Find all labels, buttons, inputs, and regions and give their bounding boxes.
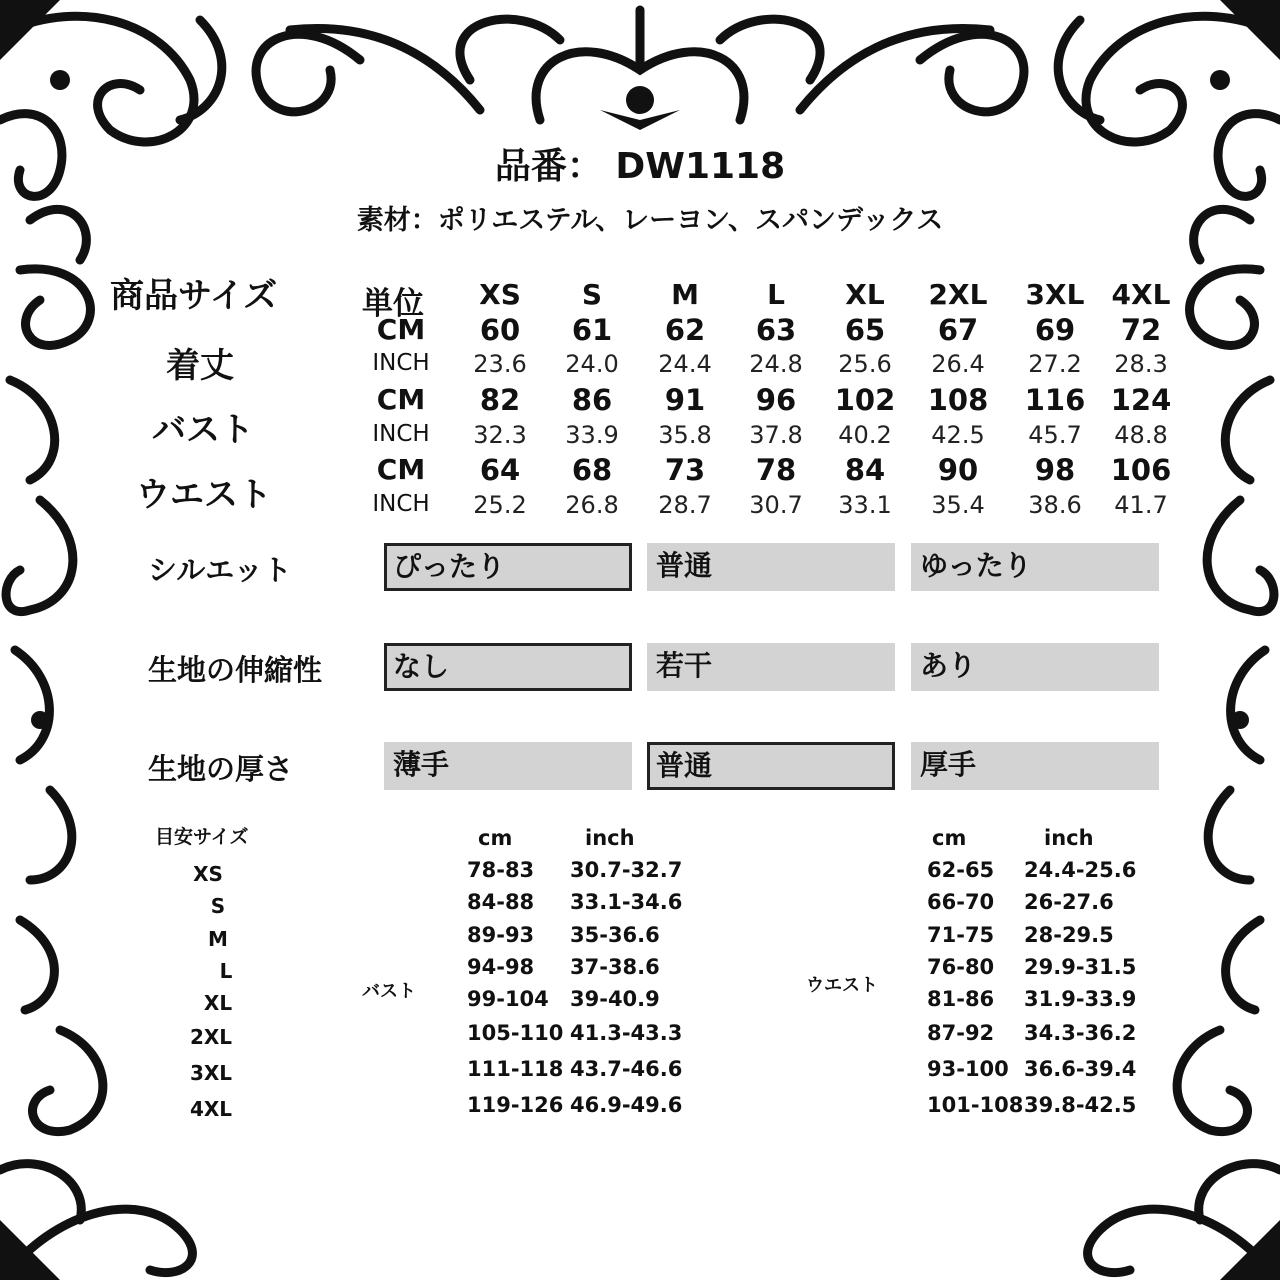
unit-inch: INCH xyxy=(372,421,430,447)
inch-value: 24.8 xyxy=(749,350,803,378)
guide-size: L xyxy=(219,959,233,983)
inch-value: 45.7 xyxy=(1028,421,1082,449)
inch-value: 35.4 xyxy=(931,491,985,519)
inch-value: 37.8 xyxy=(749,421,803,449)
guide-size: XS xyxy=(193,862,223,886)
inch-value: 24.0 xyxy=(565,350,619,378)
cm-value: 67 xyxy=(937,313,979,347)
inch-value: 32.3 xyxy=(473,421,527,449)
cm-value: 82 xyxy=(479,383,521,417)
unit-cm: CM xyxy=(376,383,426,416)
guide-waist-inch: 36.6-39.4 xyxy=(1024,1057,1137,1081)
size-header-4xl: 4XL xyxy=(1111,278,1171,311)
size-header-m: M xyxy=(671,278,699,311)
guide-waist-cm: 66-70 xyxy=(927,890,995,914)
guide-bust-cm-header: cm xyxy=(478,826,513,850)
guide-waist-cm: 76-80 xyxy=(927,955,995,979)
cm-value: 98 xyxy=(1034,453,1076,487)
cm-value: 78 xyxy=(755,453,797,487)
size-section-label: 商品サイズ xyxy=(110,276,278,316)
guide-bust-cm: 94-98 xyxy=(467,955,535,979)
inch-value: 48.8 xyxy=(1114,421,1168,449)
guide-bust-inch: 46.9-49.6 xyxy=(570,1093,683,1117)
guide-bust-cm: 119-126 xyxy=(467,1093,564,1117)
cm-value: 73 xyxy=(664,453,706,487)
cm-value: 124 xyxy=(1110,383,1172,417)
guide-bust-inch: 43.7-46.6 xyxy=(570,1057,683,1081)
cm-value: 72 xyxy=(1120,313,1162,347)
guide-waist-inch: 29.9-31.5 xyxy=(1024,955,1137,979)
guide-waist-inch: 24.4-25.6 xyxy=(1024,858,1137,882)
guide-waist-inch: 26-27.6 xyxy=(1024,890,1114,914)
cm-value: 102 xyxy=(834,383,896,417)
inch-value: 41.7 xyxy=(1114,491,1168,519)
guide-bust-label: バスト xyxy=(362,981,416,1002)
cm-value: 90 xyxy=(937,453,979,487)
cm-value: 68 xyxy=(571,453,613,487)
unit-inch: INCH xyxy=(372,350,430,376)
attribute-option: ゆったり xyxy=(911,543,1159,591)
guide-bust-inch: 33.1-34.6 xyxy=(570,890,683,914)
row-label: ウエスト xyxy=(136,475,272,515)
guide-size: 3XL xyxy=(189,1061,233,1085)
cm-value: 106 xyxy=(1110,453,1172,487)
guide-size: XL xyxy=(203,991,233,1015)
inch-value: 24.4 xyxy=(658,350,712,378)
guide-bust-inch: 39-40.9 xyxy=(570,987,660,1011)
product-number: 品番： DW1118 xyxy=(494,146,786,187)
unit-inch: INCH xyxy=(372,491,430,517)
guide-waist-cm: 62-65 xyxy=(927,858,995,882)
inch-value: 33.9 xyxy=(565,421,619,449)
guide-size: 2XL xyxy=(189,1025,233,1049)
cm-value: 63 xyxy=(755,313,797,347)
size-header-s: S xyxy=(581,278,603,311)
cm-value: 60 xyxy=(479,313,521,347)
guide-waist-cm: 87-92 xyxy=(927,1021,995,1045)
guide-size: M xyxy=(208,927,228,951)
inch-value: 28.3 xyxy=(1114,350,1168,378)
inch-value: 28.7 xyxy=(658,491,712,519)
cm-value: 91 xyxy=(664,383,706,417)
cm-value: 62 xyxy=(664,313,706,347)
size-header-2xl: 2XL xyxy=(928,278,988,311)
attribute-option: 普通 xyxy=(647,742,895,790)
unit-cm: CM xyxy=(376,313,426,346)
guide-waist-inch: 34.3-36.2 xyxy=(1024,1021,1137,1045)
guide-bust-cm: 99-104 xyxy=(467,987,549,1011)
guide-waist-cm: 81-86 xyxy=(927,987,995,1011)
unit-cm: CM xyxy=(376,453,426,486)
attribute-option: なし xyxy=(384,643,632,691)
size-header-xs: XS xyxy=(479,278,521,311)
guide-waist-cm-header: cm xyxy=(932,826,967,850)
inch-value: 42.5 xyxy=(931,421,985,449)
guide-bust-inch-header: inch xyxy=(585,826,635,850)
unit-header: 単位 xyxy=(362,286,424,322)
guide-size: 4XL xyxy=(189,1097,233,1121)
guide-bust-inch: 37-38.6 xyxy=(570,955,660,979)
size-header-l: L xyxy=(767,278,785,311)
cm-value: 65 xyxy=(844,313,886,347)
inch-value: 35.8 xyxy=(658,421,712,449)
inch-value: 26.4 xyxy=(931,350,985,378)
size-header-xl: XL xyxy=(845,278,885,311)
attribute-option: あり xyxy=(911,643,1159,691)
row-label: バスト xyxy=(152,410,254,450)
attribute-option: 厚手 xyxy=(911,742,1159,790)
guide-bust-cm: 105-110 xyxy=(467,1021,564,1045)
cm-value: 69 xyxy=(1034,313,1076,347)
row-label: 着丈 xyxy=(166,346,234,386)
guide-bust-cm: 89-93 xyxy=(467,923,535,947)
inch-value: 30.7 xyxy=(749,491,803,519)
guide-waist-label: ウエスト xyxy=(806,975,878,996)
guide-bust-inch: 30.7-32.7 xyxy=(570,858,683,882)
inch-value: 33.1 xyxy=(838,491,892,519)
cm-value: 96 xyxy=(755,383,797,417)
inch-value: 23.6 xyxy=(473,350,527,378)
size-header-3xl: 3XL xyxy=(1025,278,1085,311)
inch-value: 25.2 xyxy=(473,491,527,519)
inch-value: 26.8 xyxy=(565,491,619,519)
attribute-label: 生地の伸縮性 xyxy=(148,653,323,687)
cm-value: 86 xyxy=(571,383,613,417)
guide-bust-cm: 111-118 xyxy=(467,1057,564,1081)
guide-bust-cm: 78-83 xyxy=(467,858,535,882)
inch-value: 27.2 xyxy=(1028,350,1082,378)
cm-value: 61 xyxy=(571,313,613,347)
guide-waist-inch: 28-29.5 xyxy=(1024,923,1114,947)
guide-waist-cm: 71-75 xyxy=(927,923,995,947)
cm-value: 116 xyxy=(1024,383,1086,417)
guide-waist-inch-header: inch xyxy=(1044,826,1094,850)
attribute-option: 薄手 xyxy=(384,742,632,790)
attribute-label: シルエット xyxy=(148,553,292,587)
attribute-option: 若干 xyxy=(647,643,895,691)
cm-value: 108 xyxy=(927,383,989,417)
guide-waist-cm: 101-108 xyxy=(927,1093,1024,1117)
guide-title: 目安サイズ xyxy=(155,826,249,848)
guide-waist-cm: 93-100 xyxy=(927,1057,1009,1081)
attribute-option: 普通 xyxy=(647,543,895,591)
guide-waist-inch: 39.8-42.5 xyxy=(1024,1093,1137,1117)
inch-value: 25.6 xyxy=(838,350,892,378)
inch-value: 38.6 xyxy=(1028,491,1082,519)
guide-size: S xyxy=(210,894,226,918)
guide-waist-inch: 31.9-33.9 xyxy=(1024,987,1137,1011)
guide-bust-inch: 35-36.6 xyxy=(570,923,660,947)
guide-bust-cm: 84-88 xyxy=(467,890,535,914)
attribute-label: 生地の厚さ xyxy=(148,752,294,786)
cm-value: 64 xyxy=(479,453,521,487)
inch-value: 40.2 xyxy=(838,421,892,449)
cm-value: 84 xyxy=(844,453,886,487)
attribute-option: ぴったり xyxy=(384,543,632,591)
material-text: 素材：ポリエステル、レーヨン、スパンデックス xyxy=(356,205,944,236)
guide-bust-inch: 41.3-43.3 xyxy=(570,1021,683,1045)
